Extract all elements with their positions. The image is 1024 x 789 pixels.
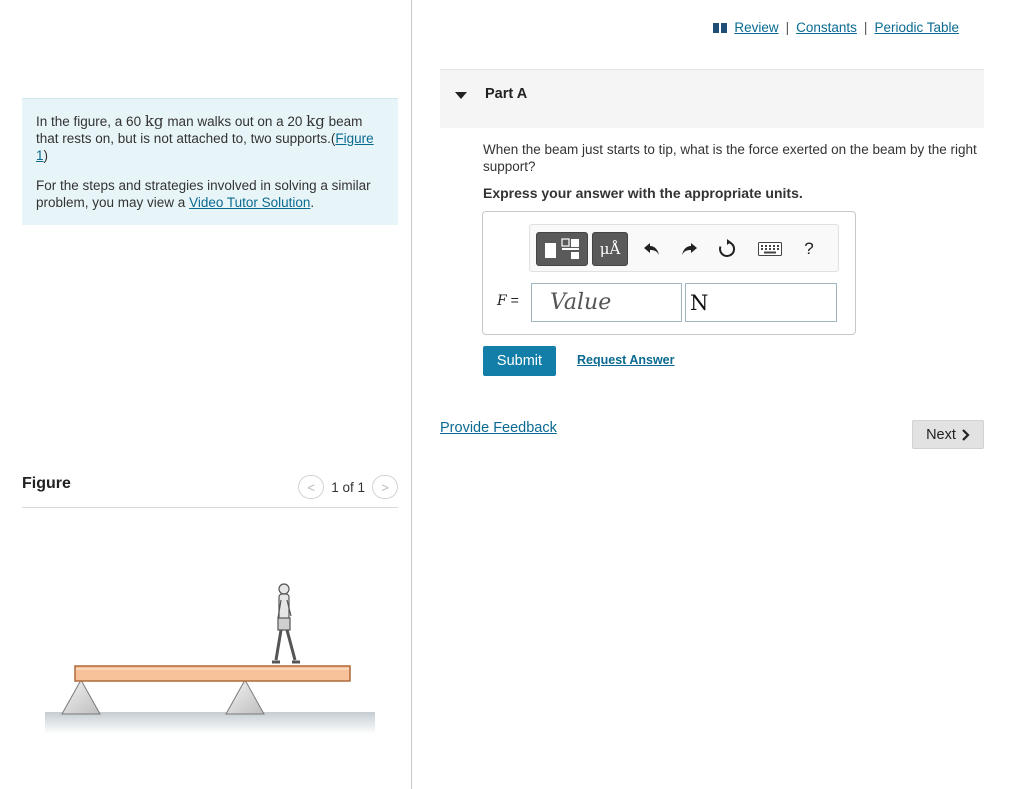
provide-feedback-link[interactable]: Provide Feedback <box>440 420 557 436</box>
chevron-right-icon: > <box>381 479 389 495</box>
help-icon: ? <box>804 239 814 258</box>
unit-kg: kg <box>306 112 325 130</box>
intro-text: In the figure, a 60 <box>36 114 142 129</box>
reset-button[interactable] <box>713 232 741 266</box>
caret-down-icon[interactable] <box>455 92 467 99</box>
left-support <box>62 680 100 714</box>
problem-intro <box>22 98 398 225</box>
periodic-table-link[interactable]: Periodic Table <box>874 20 959 35</box>
link-separator: | <box>863 20 868 35</box>
resource-links <box>713 20 959 35</box>
submit-button[interactable]: Submit <box>483 346 556 376</box>
math-toolbar <box>529 224 839 272</box>
template-button[interactable] <box>536 232 588 266</box>
figure-header <box>22 472 398 508</box>
redo-icon <box>680 241 698 257</box>
video-tutor-link[interactable]: Video Tutor Solution <box>189 195 311 210</box>
right-support <box>226 680 264 714</box>
answer-label <box>497 292 519 309</box>
answer-box <box>482 211 856 335</box>
chevron-left-icon: < <box>307 479 316 495</box>
request-answer-link[interactable]: Request Answer <box>577 353 675 367</box>
part-title: Part A <box>485 86 528 102</box>
chevron-right-icon <box>961 429 970 441</box>
variable-symbol: F <box>497 293 507 309</box>
figure-prev-button[interactable] <box>298 475 324 499</box>
beam-figure <box>45 580 375 740</box>
next-label: Next <box>926 426 956 443</box>
reset-icon <box>717 239 737 259</box>
review-link[interactable]: Review <box>734 20 779 35</box>
keyboard-button[interactable] <box>754 232 786 266</box>
part-a-header[interactable] <box>440 69 984 128</box>
ground <box>45 712 375 734</box>
intro-text: For the steps and strategies involved in solving a similar problem, you may view a <box>36 178 371 210</box>
next-button[interactable] <box>912 420 984 449</box>
man-figure <box>272 584 300 662</box>
undo-icon <box>643 241 661 257</box>
figure-link[interactable]: Figure 1 <box>36 131 374 163</box>
figure-next-button[interactable] <box>372 475 398 499</box>
units-icon: μÅ <box>599 240 621 258</box>
intro-text: ) <box>43 148 49 163</box>
help-button[interactable] <box>796 232 822 266</box>
redo-button[interactable] <box>675 232 703 266</box>
template-icon <box>542 237 582 261</box>
intro-paragraph-2 <box>36 177 384 211</box>
intro-text: . <box>310 195 315 210</box>
units-button[interactable] <box>592 232 628 266</box>
unit-kg: kg <box>144 112 164 130</box>
figure-title: Figure <box>22 475 71 492</box>
keyboard-icon <box>758 242 782 256</box>
value-input[interactable] <box>531 283 682 322</box>
link-separator: | <box>785 20 790 35</box>
units-input[interactable] <box>685 283 837 322</box>
answer-instruction: Express your answer with the appropriate units. <box>483 185 803 201</box>
intro-paragraph-1 <box>36 113 384 164</box>
constants-link[interactable]: Constants <box>796 20 857 35</box>
book-icon <box>713 23 727 33</box>
intro-text: man walks out on a 20 <box>167 114 303 129</box>
equals-sign: = <box>510 292 519 308</box>
right-panel <box>413 0 1024 789</box>
question-text: When the beam just starts to tip, what is the force exerted on the beam by the right support? <box>483 142 977 174</box>
figure-pager <box>298 475 398 499</box>
left-panel <box>0 0 412 789</box>
intro-text: beam that rests on, but is not attached to, two supports.( <box>36 114 363 146</box>
figure-page-count: 1 of 1 <box>331 479 365 495</box>
undo-button[interactable] <box>638 232 666 266</box>
